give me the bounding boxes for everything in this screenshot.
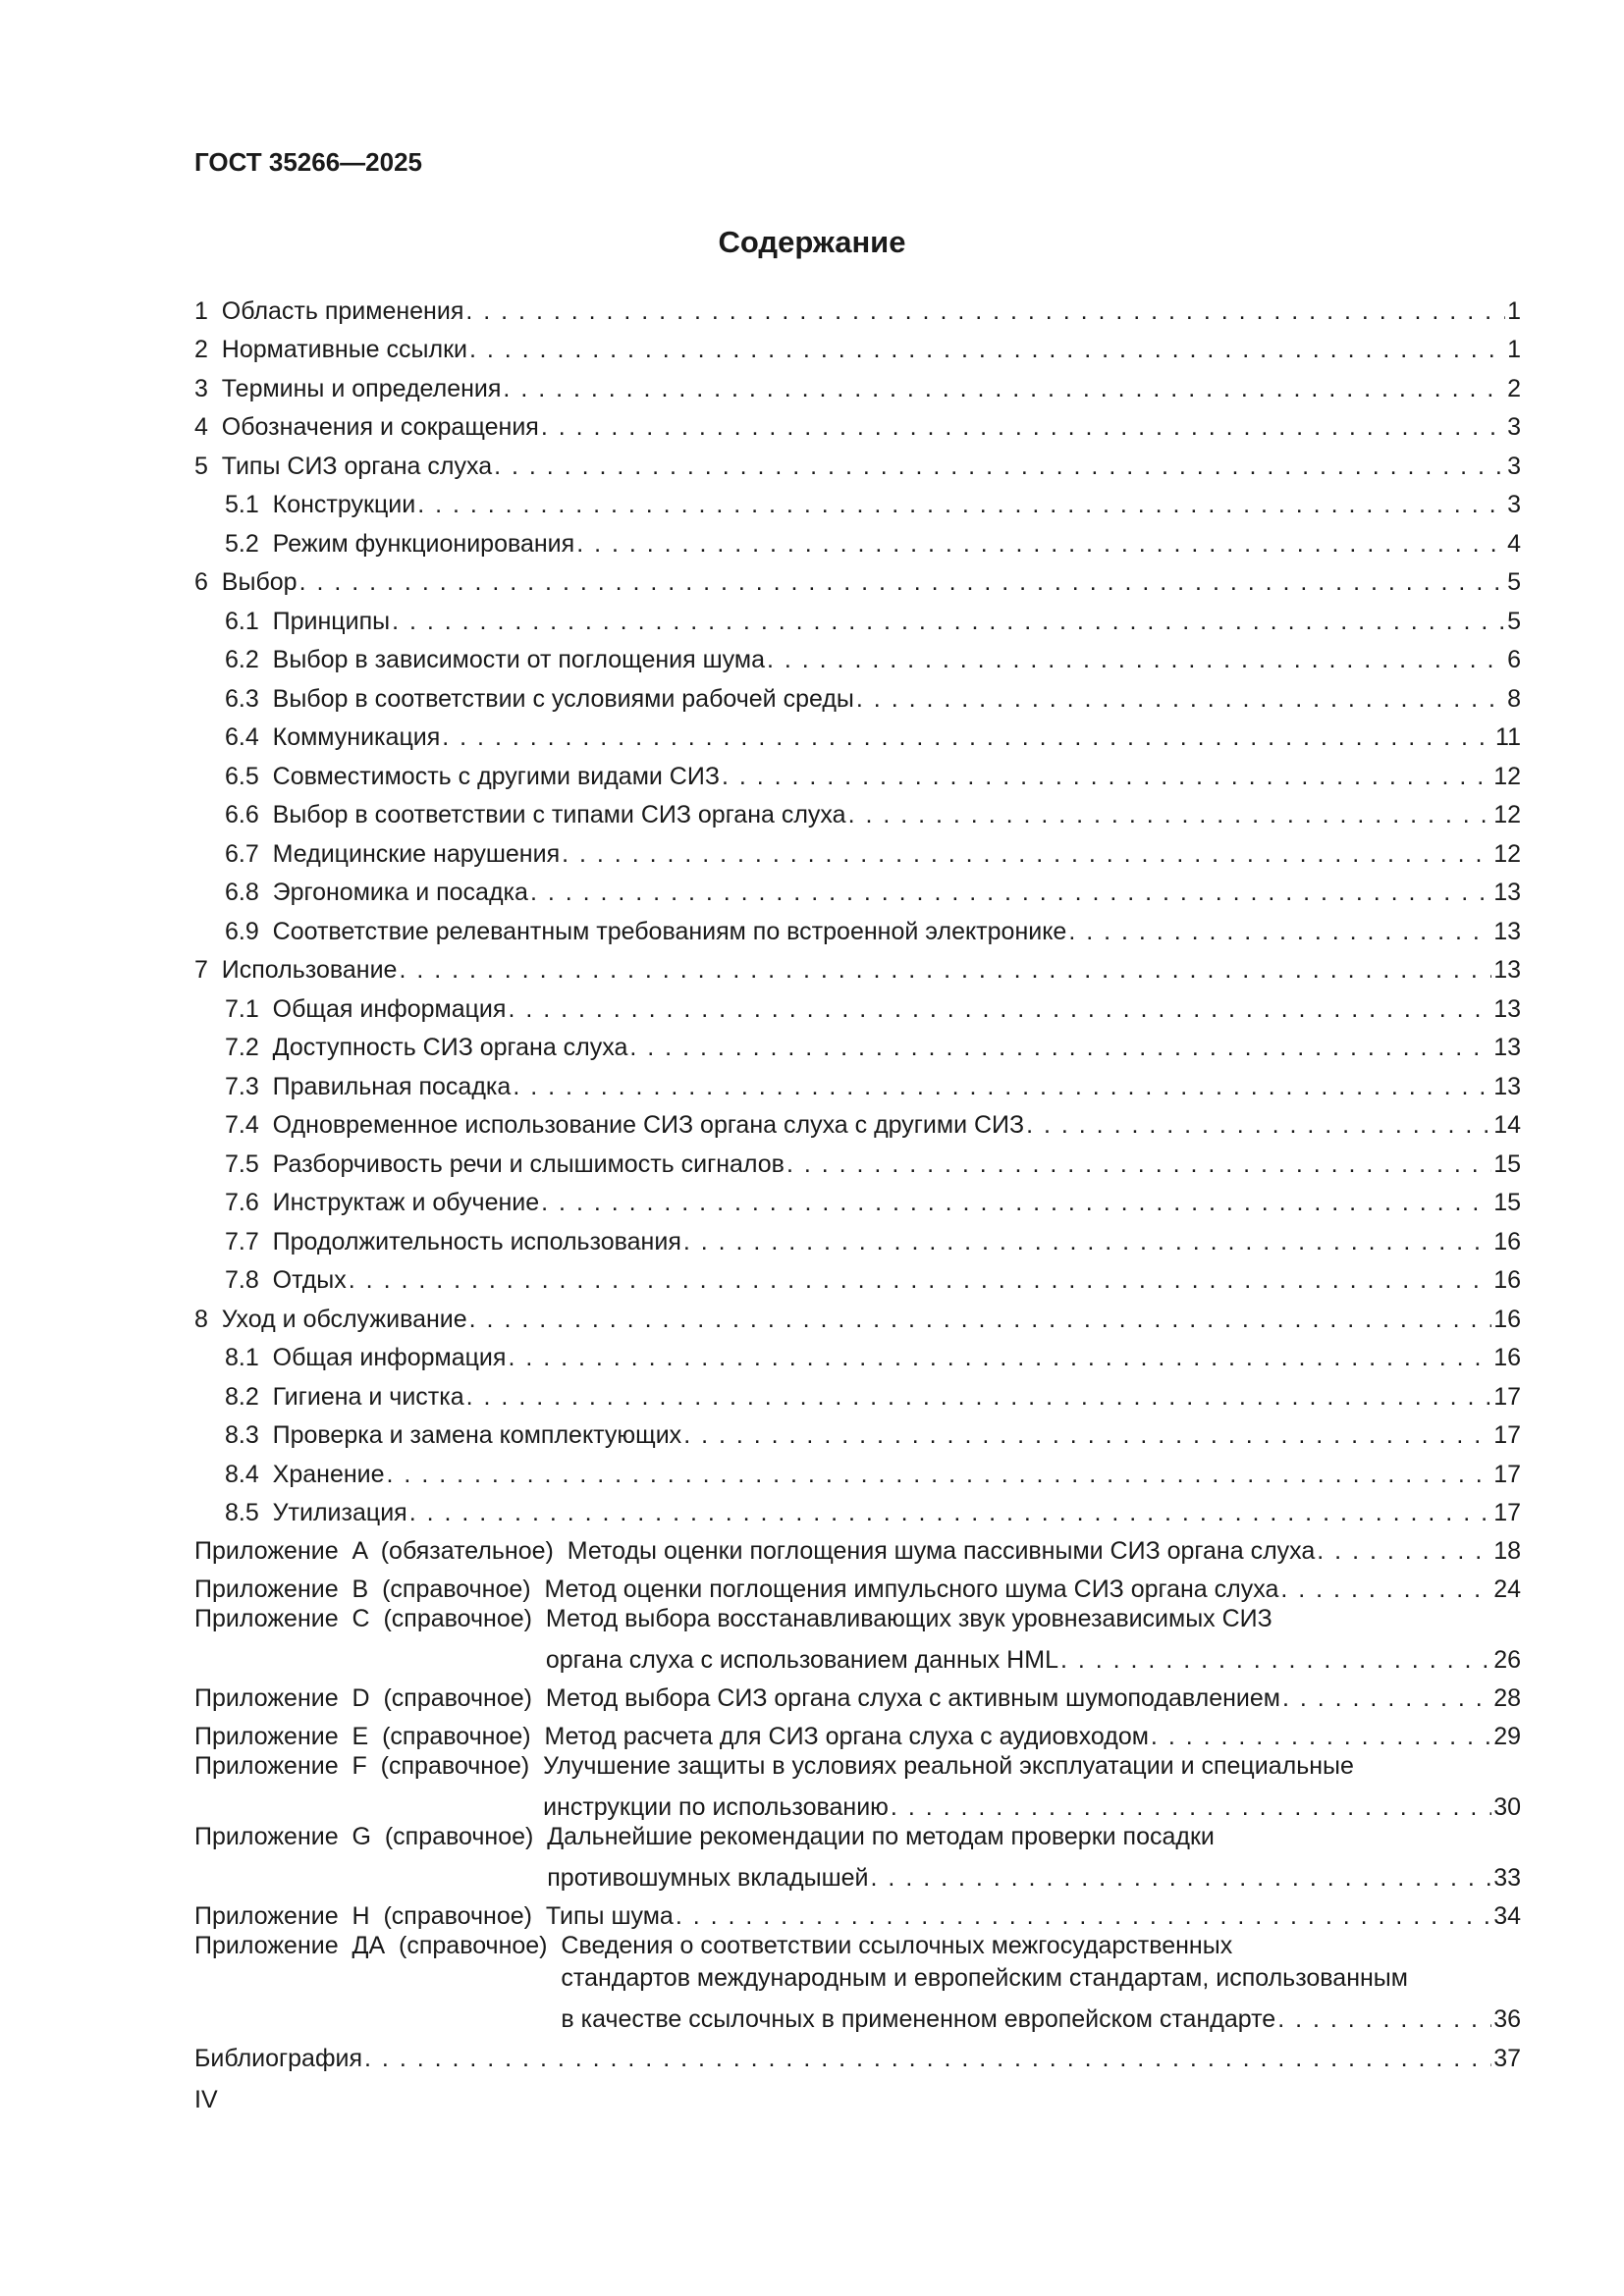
toc-entry-number: 6.5	[225, 762, 273, 790]
dot-leader	[891, 1792, 1491, 1822]
toc-entry[interactable]	[194, 1412, 1521, 1451]
toc-entry-page: 15	[1493, 1189, 1521, 1216]
toc-entry-number: 7.6	[225, 1189, 273, 1216]
toc-entry[interactable]	[194, 364, 1521, 403]
toc-entry-page: 6	[1507, 646, 1521, 673]
appendix-prefix: Приложение B (справочное)	[194, 1575, 545, 1603]
toc-entry-page: 13	[1493, 917, 1521, 945]
dot-leader	[364, 2044, 1491, 2073]
dot-leader	[399, 955, 1491, 985]
dot-leader	[767, 645, 1505, 674]
toc-entry-page: 13	[1493, 879, 1521, 906]
toc-entry-bibliography[interactable]	[194, 2034, 1521, 2073]
appendix-prefix: Приложение H (справочное)	[194, 1902, 546, 1930]
toc-entry-appendix[interactable]	[194, 1527, 1521, 1566]
toc-entry-label: Нормативные ссылки	[221, 336, 467, 363]
toc-entry[interactable]	[194, 1489, 1521, 1528]
appendix-title: Улучшение защиты в условиях реальной эксплуатации и специальные	[543, 1752, 1354, 1780]
toc-entry-label: Режим функционирования	[272, 529, 575, 558]
toc-entry-label: Конструкции	[272, 491, 416, 518]
toc-entry[interactable]	[194, 1372, 1521, 1412]
toc-entry[interactable]	[194, 829, 1521, 869]
toc-entry[interactable]	[194, 907, 1521, 946]
dot-leader	[786, 1149, 1491, 1179]
toc-entry-label: Отдых	[272, 1266, 347, 1294]
toc-entry-label: Типы СИЗ органа слуха	[221, 452, 493, 480]
toc-entry[interactable]	[194, 442, 1521, 481]
toc-entry-page: 17	[1493, 1421, 1521, 1449]
toc-entry-page: 5	[1507, 607, 1521, 635]
toc-entry-label: Выбор	[221, 568, 298, 596]
toc-entry-page: 16	[1493, 1305, 1521, 1333]
toc-entry-label: Хранение	[272, 1460, 385, 1488]
dot-leader	[442, 722, 1493, 752]
toc-entry-label: Коммуникация	[272, 723, 441, 751]
dot-leader	[494, 452, 1505, 481]
dot-leader	[871, 1863, 1492, 1893]
toc-entry-number: 8.5	[225, 1499, 273, 1526]
toc-entry-number: 6.6	[225, 801, 273, 828]
toc-entry-page: 18	[1493, 1537, 1521, 1565]
toc-entry-page: 15	[1493, 1149, 1521, 1178]
appendix-title-continued: в качестве ссылочных в примененном европейском стандарте	[561, 2005, 1276, 2033]
toc-entry-number: 6.2	[225, 646, 273, 673]
dot-leader	[562, 839, 1491, 869]
toc-entry[interactable]	[194, 674, 1521, 714]
toc-entry[interactable]	[194, 985, 1521, 1024]
toc-entry-label: Термины и определения	[221, 374, 502, 402]
toc-entry-page: 14	[1493, 1111, 1521, 1139]
toc-entry-label: Библиография	[194, 2044, 363, 2072]
appendix-title-continued: стандартов международным и европейским стандартам, использованным	[561, 1964, 1408, 1992]
toc-entry-label: Принципы	[272, 607, 391, 635]
toc-entry[interactable]	[194, 1179, 1521, 1218]
toc-entry-page: 28	[1493, 1684, 1521, 1712]
toc-entry-page: 13	[1493, 1072, 1521, 1100]
toc-entry[interactable]	[194, 869, 1521, 908]
toc-entry-page: 24	[1493, 1575, 1521, 1603]
toc-entry-appendix[interactable]	[194, 1822, 1521, 1893]
toc-entry-number: 7.4	[225, 1111, 273, 1139]
toc-entry[interactable]	[194, 1140, 1521, 1179]
toc-entry[interactable]	[194, 1024, 1521, 1063]
dot-leader	[676, 1901, 1491, 1931]
toc-entry-page: 17	[1493, 1460, 1521, 1488]
toc-entry-page: 16	[1493, 1227, 1521, 1255]
appendix-title: Метод расчета для СИЗ органа слуха с аудиовходом	[544, 1723, 1149, 1750]
toc-entry[interactable]	[194, 481, 1521, 520]
toc-entry-appendix[interactable]	[194, 1751, 1521, 1822]
toc-entry-label: Общая информация	[272, 994, 507, 1023]
toc-entry-appendix[interactable]	[194, 1604, 1521, 1675]
toc-entry-page: 5	[1507, 568, 1521, 596]
toc-entry-page: 12	[1493, 801, 1521, 828]
toc-entry-number: 1	[194, 296, 222, 325]
appendix-title: Метод выбора восстанавливающих звук уровнезависимых СИЗ	[545, 1605, 1272, 1632]
toc-entry-page: 3	[1507, 452, 1521, 480]
toc-entry[interactable]	[194, 559, 1521, 598]
toc-entry[interactable]	[194, 1217, 1521, 1256]
toc-entry-number: 7.3	[225, 1072, 273, 1100]
toc-entry-number: 8.4	[225, 1460, 273, 1488]
dot-leader	[856, 684, 1505, 714]
dot-leader	[387, 1460, 1492, 1489]
toc-entry-number: 6	[194, 568, 222, 596]
toc-entry-page: 33	[1493, 1864, 1521, 1892]
toc-entry-label: Разборчивость речи и слышимость сигналов	[272, 1149, 785, 1178]
toc-entry-page: 16	[1493, 1344, 1521, 1371]
toc-entry-number: 5	[194, 452, 222, 480]
toc-entry-appendix[interactable]	[194, 1931, 1521, 2034]
toc-entry-label: Гигиена и чистка	[272, 1382, 464, 1411]
toc-entry-page: 11	[1495, 723, 1521, 751]
toc-entry-page: 12	[1493, 762, 1521, 790]
toc-entry-page: 13	[1493, 956, 1521, 984]
dot-leader	[417, 490, 1505, 519]
dot-leader	[508, 994, 1491, 1024]
toc-entry-number: 7.8	[225, 1266, 273, 1294]
toc-entry-page: 37	[1493, 2044, 1521, 2072]
dot-leader	[465, 296, 1505, 326]
toc-entry-number: 5.1	[225, 491, 273, 518]
toc-entry-number: 6.9	[225, 917, 273, 945]
toc-entry[interactable]	[194, 1295, 1521, 1334]
toc-entry-appendix[interactable]	[194, 1893, 1521, 1931]
toc-entry-page: 30	[1493, 1793, 1521, 1821]
dot-leader	[530, 878, 1491, 907]
toc-entry-label: Утилизация	[272, 1499, 407, 1526]
toc-entry-number: 7.7	[225, 1227, 273, 1255]
toc-entry-label: Область применения	[221, 296, 464, 325]
appendix-title-continued: противошумных вкладышей	[547, 1864, 869, 1892]
toc-entry[interactable]	[194, 1450, 1521, 1489]
dot-leader	[683, 1227, 1491, 1256]
toc-entry-label: Соответствие релевантным требованиям по встроенной электронике	[272, 917, 1067, 945]
toc-entry-label: Проверка и замена комплектующих	[272, 1421, 682, 1449]
toc-entry-number: 7.1	[225, 994, 273, 1023]
toc-entry-label: Инструктаж и обучение	[272, 1189, 540, 1216]
toc-entry-label: Выбор в соответствии с условиями рабочей среды	[272, 684, 854, 713]
toc-entry-number: 3	[194, 374, 222, 402]
dot-leader	[541, 412, 1505, 442]
toc-entry-label: Общая информация	[272, 1344, 507, 1371]
toc-entry-label: Выбор в соответствии с типами СИЗ органа слуха	[272, 801, 846, 828]
toc-entry-label: Использование	[221, 956, 398, 984]
toc-entry[interactable]	[194, 791, 1521, 830]
dot-leader	[466, 1382, 1492, 1412]
table-of-contents	[194, 287, 1521, 2073]
dot-leader	[848, 800, 1492, 829]
toc-entry-number: 4	[194, 413, 222, 441]
dot-leader	[1068, 917, 1491, 946]
appendix-prefix: Приложение A (обязательное)	[194, 1537, 568, 1565]
toc-entry-page: 13	[1493, 994, 1521, 1023]
toc-entry-number: 6.4	[225, 723, 273, 751]
appendix-prefix: Приложение D (справочное)	[194, 1684, 546, 1712]
toc-entry-label: Совместимость с другими видами СИЗ	[272, 762, 720, 790]
dot-leader	[299, 567, 1506, 597]
toc-entry-page: 1	[1507, 296, 1521, 325]
toc-entry-number: 8.3	[225, 1421, 273, 1449]
toc-entry-appendix[interactable]	[194, 1713, 1521, 1751]
page-number: IV	[194, 2086, 218, 2113]
dot-leader	[508, 1343, 1491, 1372]
toc-entry[interactable]	[194, 519, 1521, 559]
toc-entry[interactable]	[194, 287, 1521, 326]
appendix-title: Типы шума	[545, 1902, 674, 1930]
toc-entry[interactable]	[194, 714, 1521, 753]
toc-entry-number: 8	[194, 1305, 222, 1333]
toc-entry-page: 17	[1493, 1499, 1521, 1526]
toc-entry-number: 5.2	[225, 529, 273, 558]
toc-entry-label: Продолжительность использования	[272, 1227, 681, 1255]
toc-entry-label: Правильная посадка	[272, 1072, 512, 1100]
toc-entry-number: 2	[194, 336, 222, 363]
appendix-prefix: Приложение E (справочное)	[194, 1723, 545, 1750]
dot-leader	[1277, 2004, 1491, 2034]
appendix-title: Дальнейшие рекомендации по методам проверки посадки	[547, 1823, 1215, 1850]
toc-entry-page: 1	[1507, 336, 1521, 363]
appendix-title-continued: инструкции по использованию	[543, 1793, 889, 1821]
toc-entry-appendix[interactable]	[194, 1566, 1521, 1604]
dot-leader	[409, 1498, 1491, 1527]
dot-leader	[469, 1305, 1492, 1334]
page-title: Содержание	[718, 225, 906, 259]
dot-leader	[469, 335, 1505, 364]
toc-entry-page: 17	[1493, 1382, 1521, 1411]
toc-entry-page: 8	[1507, 684, 1521, 713]
appendix-title: Методы оценки поглощения шума пассивными СИЗ органа слуха	[567, 1537, 1316, 1565]
toc-entry[interactable]	[194, 403, 1521, 443]
toc-entry-page: 3	[1507, 491, 1521, 518]
dot-leader	[503, 374, 1505, 403]
toc-entry-page: 26	[1493, 1646, 1521, 1674]
dot-leader	[683, 1420, 1491, 1450]
dot-leader	[1060, 1645, 1491, 1675]
toc-entry-page: 29	[1493, 1723, 1521, 1750]
toc-entry-label: Медицинские нарушения	[272, 839, 561, 868]
toc-entry-page: 36	[1493, 2005, 1521, 2033]
toc-entry-label: Обозначения и сокращения	[221, 413, 539, 441]
toc-entry-page: 34	[1493, 1902, 1521, 1930]
toc-entry-page: 3	[1507, 413, 1521, 441]
toc-entry-number: 6.7	[225, 839, 273, 868]
toc-entry[interactable]	[194, 1256, 1521, 1296]
appendix-prefix: Приложение G (справочное)	[194, 1823, 548, 1850]
toc-entry-label: Уход и обслуживание	[221, 1305, 467, 1333]
dot-leader	[576, 529, 1505, 559]
toc-entry[interactable]	[194, 1062, 1521, 1101]
toc-entry[interactable]	[194, 636, 1521, 675]
appendix-prefix: Приложение ДА (справочное)	[194, 1932, 562, 1959]
appendix-prefix: Приложение F (справочное)	[194, 1752, 544, 1780]
toc-entry[interactable]	[194, 946, 1521, 986]
toc-entry-appendix[interactable]	[194, 1675, 1521, 1713]
dot-leader	[1282, 1683, 1491, 1713]
toc-entry-number: 6.3	[225, 684, 273, 713]
appendix-title: Метод оценки поглощения импульсного шума СИЗ органа слуха	[544, 1575, 1279, 1603]
dot-leader	[1151, 1722, 1491, 1751]
dot-leader	[541, 1188, 1491, 1217]
toc-entry[interactable]	[194, 597, 1521, 636]
dot-leader	[1317, 1536, 1491, 1566]
toc-entry-page: 2	[1507, 374, 1521, 402]
toc-entry-label: Эргономика и посадка	[272, 879, 528, 906]
appendix-title: Метод выбора СИЗ органа слуха с активным шумоподавлением	[545, 1684, 1280, 1712]
toc-entry-page: 16	[1493, 1266, 1521, 1294]
dot-leader	[1026, 1110, 1491, 1140]
toc-entry-page: 13	[1493, 1034, 1521, 1061]
toc-entry-page: 4	[1507, 529, 1521, 558]
toc-entry-number: 7	[194, 956, 222, 984]
appendix-title-continued: органа слуха с использованием данных HML	[545, 1646, 1058, 1674]
toc-entry[interactable]	[194, 1101, 1521, 1141]
dot-leader	[722, 762, 1491, 791]
toc-entry-label: Одновременное использование СИЗ органа слуха с другими СИЗ	[272, 1111, 1025, 1139]
toc-entry-number: 8.2	[225, 1382, 273, 1411]
toc-entry[interactable]	[194, 752, 1521, 791]
appendix-title: Сведения о соответствии ссылочных межгосударственных	[561, 1932, 1233, 1959]
toc-entry-page: 12	[1493, 839, 1521, 868]
toc-entry-number: 8.1	[225, 1344, 273, 1371]
appendix-prefix: Приложение C (справочное)	[194, 1605, 546, 1632]
dot-leader	[1280, 1575, 1491, 1604]
toc-entry-label: Выбор в зависимости от поглощения шума	[272, 646, 765, 673]
toc-entry[interactable]	[194, 326, 1521, 365]
toc-entry-number: 7.5	[225, 1149, 273, 1178]
toc-entry-label: Доступность СИЗ органа слуха	[272, 1034, 628, 1061]
dot-leader	[392, 607, 1505, 636]
document-header: ГОСТ 35266—2025	[194, 147, 422, 177]
toc-entry-number: 6.1	[225, 607, 273, 635]
toc-entry-number: 6.8	[225, 879, 273, 906]
dot-leader	[629, 1033, 1491, 1062]
dot-leader	[349, 1265, 1491, 1295]
toc-entry-number: 7.2	[225, 1034, 273, 1061]
toc-entry[interactable]	[194, 1334, 1521, 1373]
dot-leader	[513, 1072, 1491, 1101]
